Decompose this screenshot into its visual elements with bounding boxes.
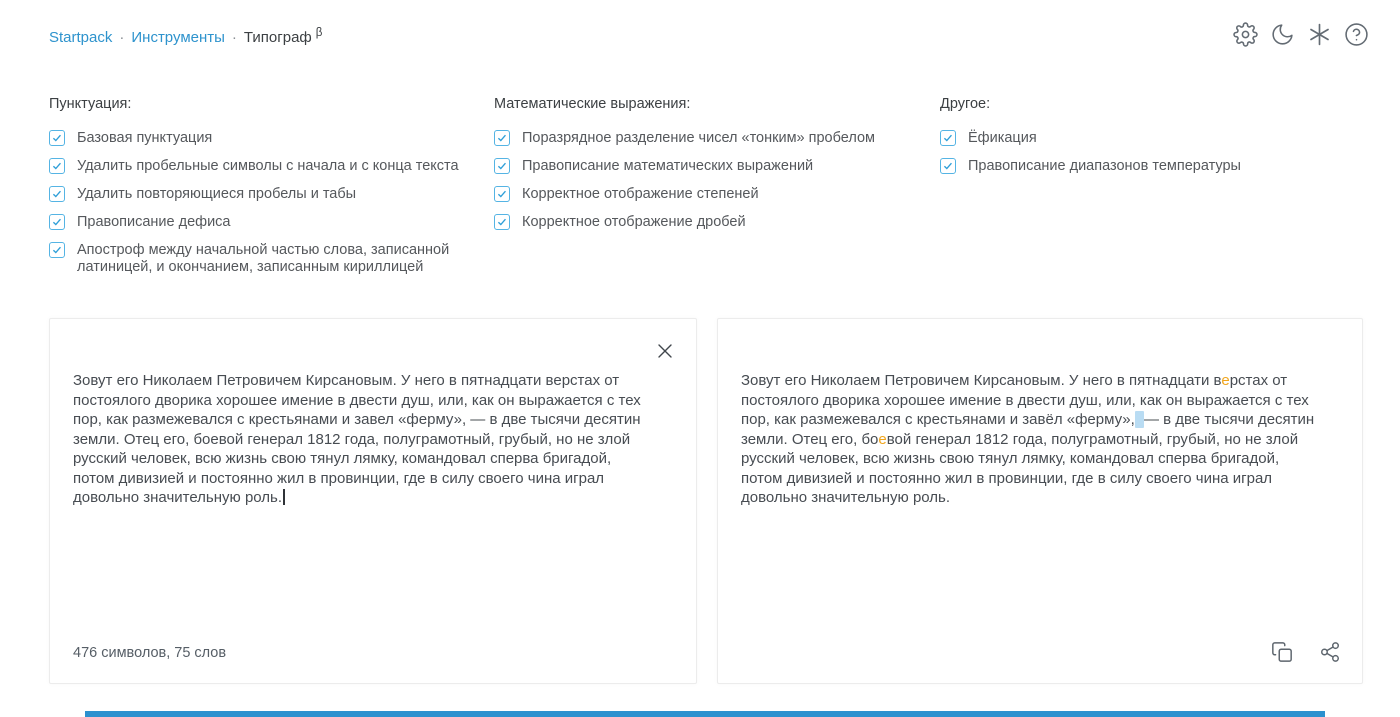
option-label: Правописание диапазонов температуры [968,158,1241,174]
option-label: Ёфикация [968,130,1037,146]
char-word-count: 476 символов, 75 слов [73,645,227,661]
options-column-math [494,96,914,242]
copy-icon[interactable] [1271,641,1293,663]
breadcrumb-link-tools[interactable]: Инструменты [131,29,225,46]
bottom-accent-bar [85,711,1325,717]
share-icon[interactable] [1319,641,1341,663]
checkbox-checked-icon[interactable] [494,186,510,202]
options-column-other [940,96,1360,186]
input-panel [49,318,697,684]
output-segment: Зовут его Николаем Петровичем Кирсановым. У него в пятнадцати в [741,372,1222,389]
checkbox-checked-icon[interactable] [49,158,65,174]
options-title: Пунктуация: [49,96,132,112]
option-math-expressions[interactable] [494,158,914,175]
input-textarea[interactable] [73,371,654,508]
option-label: Апостроф между начальной частью слова, записанной латиницей, и окончанием, записанным кириллицей [77,242,450,275]
checkbox-checked-icon[interactable] [49,242,65,258]
option-label: Удалить повторяющиеся пробелы и табы [77,186,357,202]
option-label: Базовая пунктуация [77,130,213,146]
checkbox-checked-icon[interactable] [494,130,510,146]
option-trim-whitespace[interactable] [49,158,469,175]
option-basic-punctuation[interactable] [49,130,469,147]
checkbox-checked-icon[interactable] [940,158,956,174]
checkbox-checked-icon[interactable] [494,214,510,230]
checkbox-checked-icon[interactable] [49,186,65,202]
option-label: Поразрядное разделение чисел «тонким» пробелом [522,130,875,146]
output-text [741,371,1320,508]
output-segment: рстах от постоялого дворика хорошее имение в двести душ, или, как он выражается с тех пор, как размежевался с крестьянами и завёл «ферму», [741,372,1309,428]
checkbox-checked-icon[interactable] [940,130,956,146]
asterisk-icon[interactable] [1307,22,1332,47]
options-column-punctuation [49,96,469,287]
option-label: Удалить пробельные символы с начала и с конца текста [77,158,459,174]
beta-badge: β [315,27,323,39]
option-fractions-display[interactable] [494,214,914,231]
breadcrumb [49,27,322,46]
option-label: Правописание дефиса [77,214,231,230]
breadcrumb-separator: · [231,29,237,46]
help-icon[interactable] [1344,22,1369,47]
option-yofication[interactable] [940,130,1360,147]
option-label: Корректное отображение дробей [522,214,746,230]
output-panel [717,318,1363,684]
dark-mode-moon-icon[interactable] [1270,22,1295,47]
checkbox-checked-icon[interactable] [49,214,65,230]
option-temperature-ranges[interactable] [940,158,1360,175]
options-title: Другое: [940,96,991,112]
input-text: Зовут его Николаем Петровичем Кирсановым. У него в пятнадцати верстах от постоялого дворика хорошее имение в двести душ, или, как он выражается с тех пор, как размежевался с крестьянами и завел «ферму», — в две тысячи десятин земли. Отец его, боевой генерал 1812 года, полуграмотный, грубый, но не злой русский человек, всю жизнь свою тянул лямку, командовал сперва бригадой, потом дивизией и постоянно жил в провинции, где в силу своего чина играл довольно значительную роль. [73,372,641,506]
yofication-highlight: е [878,430,887,448]
output-segment: вой генерал 1812 года, полуграмотный, грубый, но не злой русский человек, всю жизнь свою тянул лямку, командовал сперва бригадой, потом дивизией и постоянно жил в провинции, где в силу своего чина играл довольно значительную роль. [741,430,1299,506]
output-segment: — в две тысячи десятин земли. Отец его, бо [741,411,1315,448]
option-powers-display[interactable] [494,186,914,203]
options-title: Математические выражения: [494,96,691,112]
page-title: Типограф [243,29,312,46]
checkbox-checked-icon[interactable] [494,158,510,174]
option-digit-grouping[interactable] [494,130,914,147]
option-label: Правописание математических выражений [522,158,814,174]
option-hyphen-spelling[interactable] [49,214,469,231]
yofication-highlight: е [1221,372,1230,389]
checkbox-checked-icon[interactable] [49,130,65,146]
nbsp-highlight [1135,411,1144,428]
breadcrumb-separator: · [119,29,125,46]
option-remove-repeated-spaces[interactable] [49,186,469,203]
close-icon[interactable] [653,339,677,363]
settings-gear-icon[interactable] [1233,22,1258,47]
text-cursor [283,489,285,505]
output-actions [1271,641,1341,663]
header-icons [1233,22,1369,47]
option-apostrophe[interactable] [49,242,469,276]
breadcrumb-link-startpack[interactable]: Startpack [49,29,113,46]
option-label: Корректное отображение степеней [522,186,759,202]
